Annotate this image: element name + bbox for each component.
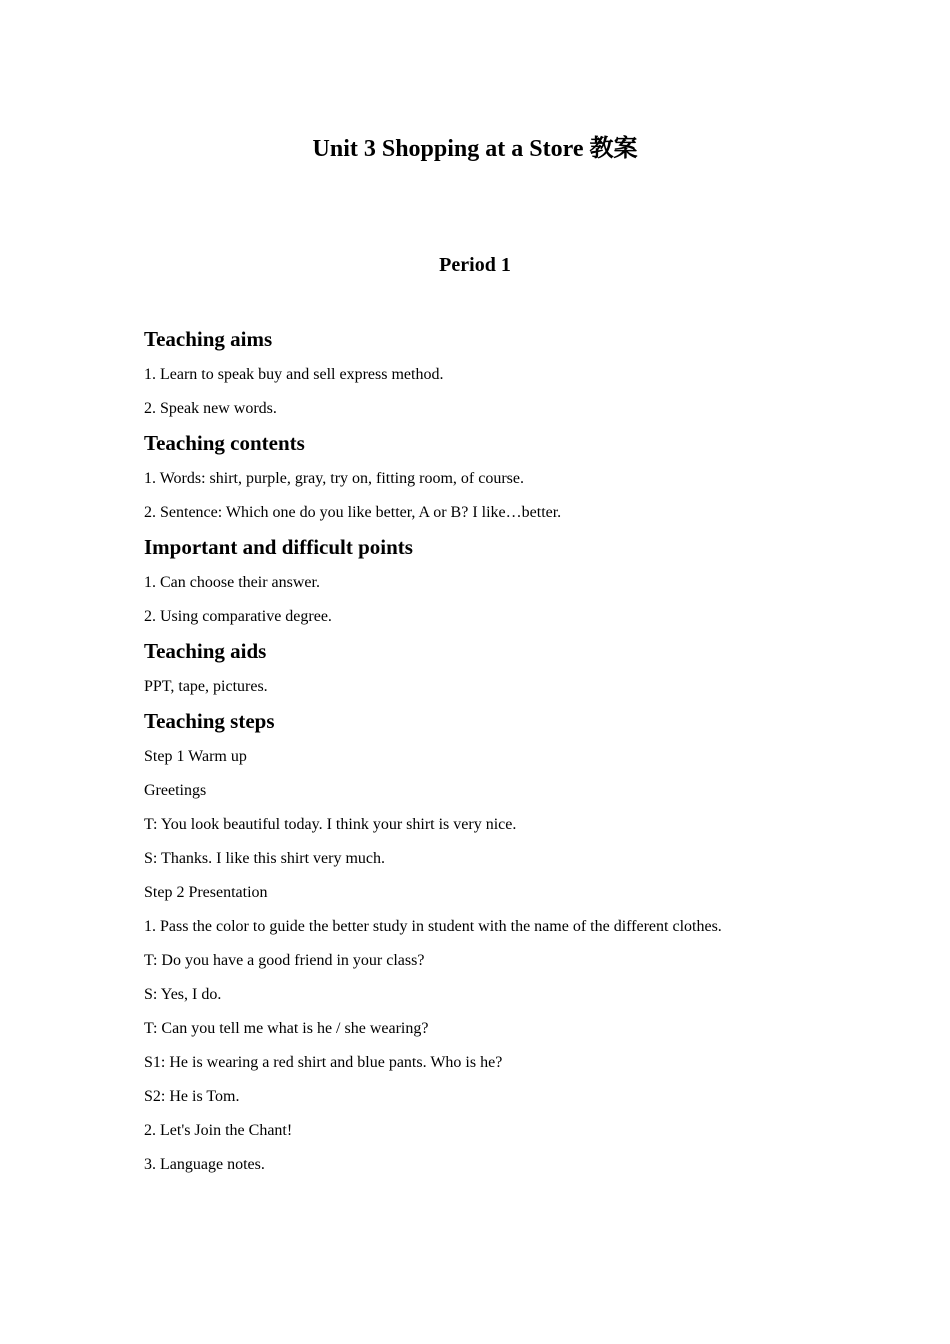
paragraph: Greetings — [144, 782, 207, 799]
paragraph: 2. Speak new words. — [144, 400, 277, 417]
paragraph: S: Thanks. I like this shirt very much. — [144, 850, 386, 867]
section-heading: Teaching steps — [144, 709, 275, 733]
paragraph: 3. Language notes. — [144, 1156, 265, 1173]
paragraph: S1: He is wearing a red shirt and blue pants. Who is he? — [144, 1054, 503, 1071]
section-teaching-aids — [144, 634, 824, 704]
paragraph: 2. Let's Join the Chant! — [144, 1122, 293, 1139]
paragraph: PPT, tape, pictures. — [144, 678, 268, 695]
paragraph: 1. Pass the color to guide the better study in student with the name of the different clothes. — [144, 918, 722, 935]
paragraph: 1. Words: shirt, purple, gray, try on, fitting room, of course. — [144, 470, 524, 487]
paragraph: Step 2 Presentation — [144, 884, 268, 901]
section-teaching-contents — [144, 426, 824, 530]
paragraph: 2. Sentence: Which one do you like better, A or B? I like…better. — [144, 504, 562, 521]
paragraph: 1. Can choose their answer. — [144, 574, 320, 591]
document-title: Unit 3 Shopping at a Store 教案 — [312, 136, 638, 162]
section-teaching-steps — [144, 704, 824, 1182]
section-heading: Teaching contents — [144, 431, 305, 455]
paragraph: 2. Using comparative degree. — [144, 608, 332, 625]
paragraph: T: You look beautiful today. I think your shirt is very nice. — [144, 816, 517, 833]
section-heading: Teaching aims — [144, 327, 273, 351]
section-heading: Important and difficult points — [144, 535, 413, 559]
section-heading: Teaching aids — [144, 639, 267, 663]
paragraph: S2: He is Tom. — [144, 1088, 240, 1105]
paragraph: Step 1 Warm up — [144, 748, 247, 765]
section-teaching-aims — [144, 322, 824, 426]
paragraph: S: Yes, I do. — [144, 986, 222, 1003]
period-title: Period 1 — [439, 254, 511, 276]
paragraph: 1. Learn to speak buy and sell express method. — [144, 366, 444, 383]
paragraph: T: Do you have a good friend in your class? — [144, 952, 425, 969]
section-important-points — [144, 530, 824, 634]
document-body — [144, 322, 824, 1182]
paragraph: T: Can you tell me what is he / she wearing? — [144, 1020, 429, 1037]
